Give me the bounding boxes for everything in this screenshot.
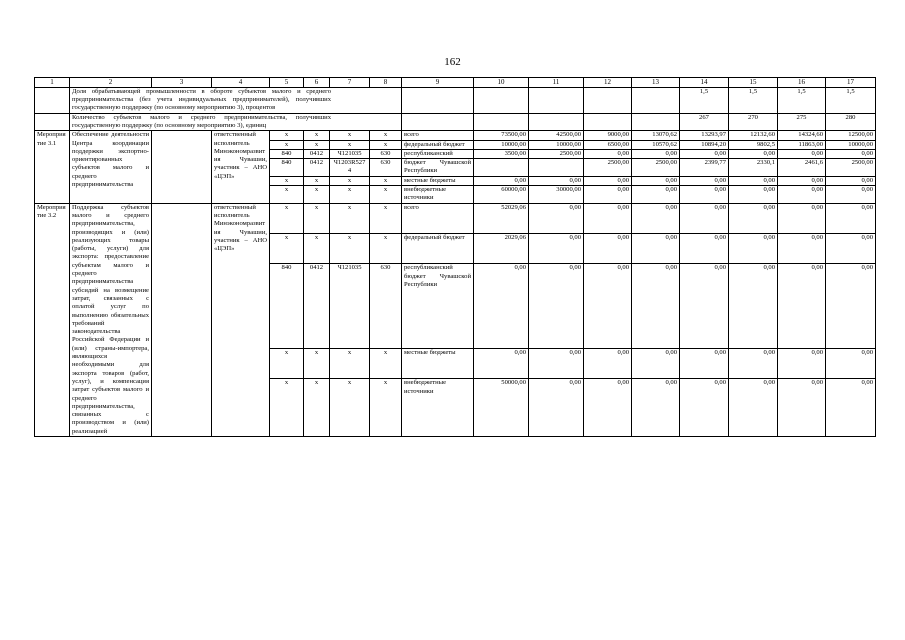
funding-value: 13070,62: [632, 131, 680, 140]
funding-value: 0,00: [680, 203, 729, 233]
funding-value: 0,00: [632, 176, 680, 185]
funding-value: 0,00: [778, 176, 826, 185]
funding-source: местные бюджеты: [402, 176, 474, 185]
funding-value: 0,00: [632, 203, 680, 233]
empty-cell: [584, 87, 632, 113]
budget-code: 840: [270, 149, 304, 158]
budget-code: x: [330, 203, 370, 233]
funding-value: 60000,00: [474, 186, 529, 204]
empty-cell: [35, 113, 70, 131]
indicator-value: 1,5: [778, 87, 826, 113]
funding-source: всего: [402, 131, 474, 140]
funding-value: 52029,06: [474, 203, 529, 233]
indicator-value: 275: [778, 113, 826, 131]
budget-code: x: [270, 186, 304, 204]
column-number: 13: [632, 78, 680, 88]
funding-value: 0,00: [584, 234, 632, 264]
funding-value: 0,00: [529, 264, 584, 349]
funding-value: 0,00: [584, 379, 632, 437]
budget-code: x: [370, 349, 402, 379]
funding-value: 2500,00: [632, 159, 680, 177]
budget-code: x: [330, 379, 370, 437]
indicator-row: [35, 87, 876, 113]
funding-value: 2330,1: [729, 159, 778, 177]
budget-code: x: [304, 140, 330, 149]
measure-row: [35, 203, 876, 233]
budget-code: x: [370, 131, 402, 140]
funding-value: 9000,00: [584, 131, 632, 140]
indicator-text: Доля обрабатывающей промышленности в обороте субъектов малого и среднего предпринимательства (без учета индивидуальных предпринимателей), получивших государственную поддержку (по основному мероприятию 3), процентов: [70, 87, 402, 113]
funding-value: 0,00: [584, 149, 632, 158]
funding-value: 9802,5: [729, 140, 778, 149]
funding-value: 0,00: [529, 379, 584, 437]
funding-value: 10000,00: [474, 140, 529, 149]
budget-code: 840: [270, 159, 304, 177]
funding-value: 42500,00: [529, 131, 584, 140]
funding-value: 0,00: [632, 234, 680, 264]
indicator-value: 1,5: [729, 87, 778, 113]
funding-value: 0,00: [729, 379, 778, 437]
funding-value: 0,00: [729, 234, 778, 264]
funding-value: 0,00: [584, 264, 632, 349]
funding-source: всего: [402, 203, 474, 233]
measure-executor: ответственный исполнитель Минэкономразвития Чувашии, участник – АНО «ЦЭП»: [212, 203, 270, 436]
empty-cell: [402, 87, 474, 113]
funding-value: 12500,00: [826, 131, 876, 140]
funding-source: республиканский: [402, 149, 474, 158]
column-number: 5: [270, 78, 304, 88]
funding-value: 0,00: [826, 203, 876, 233]
funding-value: 0,00: [474, 176, 529, 185]
funding-value: 0,00: [529, 349, 584, 379]
funding-value: 2500,00: [529, 149, 584, 158]
funding-value: 13293,97: [680, 131, 729, 140]
funding-value: 0,00: [826, 176, 876, 185]
column-number: 9: [402, 78, 474, 88]
budget-table-sheet: [34, 77, 875, 437]
funding-value: 2500,00: [826, 159, 876, 177]
funding-value: 0,00: [474, 349, 529, 379]
funding-value: 11863,00: [778, 140, 826, 149]
funding-value: 12132,60: [729, 131, 778, 140]
funding-value: 0,00: [826, 186, 876, 204]
budget-code: Ч1203R5274: [330, 159, 370, 177]
budget-code: Ч121035: [330, 264, 370, 349]
budget-code: 840: [270, 264, 304, 349]
budget-code: x: [370, 176, 402, 185]
budget-table: [34, 77, 876, 437]
funding-value: 10000,00: [826, 140, 876, 149]
column-number: 12: [584, 78, 632, 88]
funding-value: 0,00: [729, 149, 778, 158]
column-number: 14: [680, 78, 729, 88]
measure-code: Мероприятие 3.2: [35, 203, 70, 436]
budget-code: x: [270, 379, 304, 437]
measure-row: [35, 131, 876, 140]
budget-code: x: [304, 131, 330, 140]
funding-value: [529, 159, 584, 177]
budget-code: x: [330, 349, 370, 379]
funding-value: 0,00: [680, 349, 729, 379]
funding-value: 3500,00: [474, 149, 529, 158]
funding-value: 0,00: [680, 186, 729, 204]
budget-code: x: [270, 131, 304, 140]
budget-code: x: [270, 234, 304, 264]
table-body: [35, 78, 876, 437]
funding-value: 0,00: [680, 149, 729, 158]
column-number: 17: [826, 78, 876, 88]
funding-source: внебюджетные источники: [402, 186, 474, 204]
indicator-value: 280: [826, 113, 876, 131]
column-number: 15: [729, 78, 778, 88]
funding-value: 0,00: [529, 176, 584, 185]
funding-value: [474, 159, 529, 177]
funding-value: 0,00: [826, 149, 876, 158]
column-number: 8: [370, 78, 402, 88]
funding-value: 0,00: [826, 234, 876, 264]
column-number: 4: [212, 78, 270, 88]
empty-cell: [35, 87, 70, 113]
funding-value: 0,00: [778, 186, 826, 204]
column-number-row: [35, 78, 876, 88]
budget-code: x: [370, 234, 402, 264]
page-number: 162: [444, 56, 461, 68]
column-number: 3: [152, 78, 212, 88]
measure-executor: ответственный исполнитель Минэкономразвития Чувашии, участник – АНО «ЦЭП»: [212, 131, 270, 203]
budget-code: x: [370, 186, 402, 204]
funding-value: 50000,00: [474, 379, 529, 437]
empty-cell: [632, 87, 680, 113]
funding-value: 0,00: [632, 264, 680, 349]
budget-code: 630: [370, 149, 402, 158]
empty-cell: [402, 113, 474, 131]
budget-code: x: [330, 186, 370, 204]
funding-value: 0,00: [826, 264, 876, 349]
funding-value: 0,00: [584, 349, 632, 379]
empty-cell: [529, 113, 584, 131]
empty-cell: [474, 113, 529, 131]
funding-value: 6500,00: [584, 140, 632, 149]
indicator-value: 270: [729, 113, 778, 131]
funding-value: 30000,00: [529, 186, 584, 204]
budget-code: x: [370, 140, 402, 149]
funding-value: 2399,77: [680, 159, 729, 177]
budget-code: x: [304, 349, 330, 379]
column-number: 7: [330, 78, 370, 88]
measure-name: Обеспечение деятельности Центра координации поддержки экспортно-ориентированных субъектов малого и среднего предпринимательства: [70, 131, 152, 203]
indicator-row: [35, 113, 876, 131]
budget-code: x: [270, 203, 304, 233]
funding-source: республиканский бюджет Чувашской Республики: [402, 264, 474, 349]
empty-cell: [584, 113, 632, 131]
funding-value: 0,00: [680, 234, 729, 264]
indicator-value: 1,5: [826, 87, 876, 113]
funding-value: 0,00: [680, 264, 729, 349]
budget-code: x: [330, 140, 370, 149]
funding-value: 10894,20: [680, 140, 729, 149]
column-number: 16: [778, 78, 826, 88]
budget-code: x: [270, 140, 304, 149]
budget-code: x: [330, 131, 370, 140]
measure-code: Мероприятие 3.1: [35, 131, 70, 203]
funding-value: 0,00: [826, 349, 876, 379]
funding-source: бюджет Чувашской Республики: [402, 159, 474, 177]
funding-value: 14324,60: [778, 131, 826, 140]
budget-code: x: [270, 349, 304, 379]
column-number: 6: [304, 78, 330, 88]
empty-cell: [529, 87, 584, 113]
budget-code: x: [330, 176, 370, 185]
column-number: 11: [529, 78, 584, 88]
budget-code: 0412: [304, 149, 330, 158]
budget-code: x: [370, 379, 402, 437]
budget-code: 630: [370, 159, 402, 177]
funding-value: 0,00: [632, 186, 680, 204]
column-number: 1: [35, 78, 70, 88]
empty-cell: [474, 87, 529, 113]
empty-cell: [632, 113, 680, 131]
funding-value: 0,00: [529, 203, 584, 233]
budget-code: Ч121035: [330, 149, 370, 158]
budget-code: x: [304, 186, 330, 204]
funding-source: федеральный бюджет: [402, 140, 474, 149]
budget-code: x: [304, 176, 330, 185]
funding-source: внебюджетные источники: [402, 379, 474, 437]
funding-value: 0,00: [729, 349, 778, 379]
funding-source: местные бюджеты: [402, 349, 474, 379]
measure-name: Поддержка субъектов малого и среднего предпринимательства, производящих и (или) реализующих товары (работы, услуги) для экспорта: предоставление субъектам малого и среднего предпринимательства субсидий на возмещение затрат, связанных с оплатой услуг по выполнению обязательных требований законодательства Российской Федерации и (или) страны-импортера, являющихся необходимыми для экспорта товаров (работ, услуг), и компенсация затрат субъектов малого и среднего предпринимательства, связанных с производством и (или) реализацией: [70, 203, 152, 436]
funding-value: 0,00: [474, 264, 529, 349]
funding-value: 10000,00: [529, 140, 584, 149]
funding-value: 0,00: [632, 379, 680, 437]
budget-code: x: [330, 234, 370, 264]
funding-value: 10570,62: [632, 140, 680, 149]
budget-code: 0412: [304, 159, 330, 177]
column-number: 10: [474, 78, 529, 88]
funding-value: 2500,00: [584, 159, 632, 177]
funding-value: 2029,06: [474, 234, 529, 264]
funding-value: 0,00: [778, 149, 826, 158]
funding-value: 0,00: [729, 203, 778, 233]
indicator-text: Количество субъектов малого и среднего предпринимательства, получивших государственную поддержку (по основному мероприятию 3), единиц: [70, 113, 402, 131]
indicator-value: 267: [680, 113, 729, 131]
budget-code: x: [304, 234, 330, 264]
funding-source: федеральный бюджет: [402, 234, 474, 264]
funding-value: 0,00: [778, 379, 826, 437]
funding-value: 0,00: [778, 234, 826, 264]
funding-value: 0,00: [778, 349, 826, 379]
funding-value: 0,00: [584, 203, 632, 233]
funding-value: 2461,6: [778, 159, 826, 177]
funding-value: 0,00: [729, 186, 778, 204]
budget-code: x: [304, 379, 330, 437]
funding-value: 0,00: [529, 234, 584, 264]
column-number: 2: [70, 78, 152, 88]
indicator-value: 1,5: [680, 87, 729, 113]
empty-cell: [152, 131, 212, 203]
budget-code: x: [304, 203, 330, 233]
funding-value: 0,00: [778, 264, 826, 349]
funding-value: 0,00: [778, 203, 826, 233]
funding-value: 0,00: [680, 176, 729, 185]
funding-value: 0,00: [826, 379, 876, 437]
funding-value: 0,00: [729, 264, 778, 349]
budget-code: 0412: [304, 264, 330, 349]
funding-value: 0,00: [632, 349, 680, 379]
budget-code: 630: [370, 264, 402, 349]
budget-code: x: [270, 176, 304, 185]
funding-value: 0,00: [680, 379, 729, 437]
funding-value: 0,00: [729, 176, 778, 185]
funding-value: 0,00: [584, 176, 632, 185]
funding-value: 0,00: [584, 186, 632, 204]
funding-value: 0,00: [632, 149, 680, 158]
funding-value: 73500,00: [474, 131, 529, 140]
budget-code: x: [370, 203, 402, 233]
empty-cell: [152, 203, 212, 436]
